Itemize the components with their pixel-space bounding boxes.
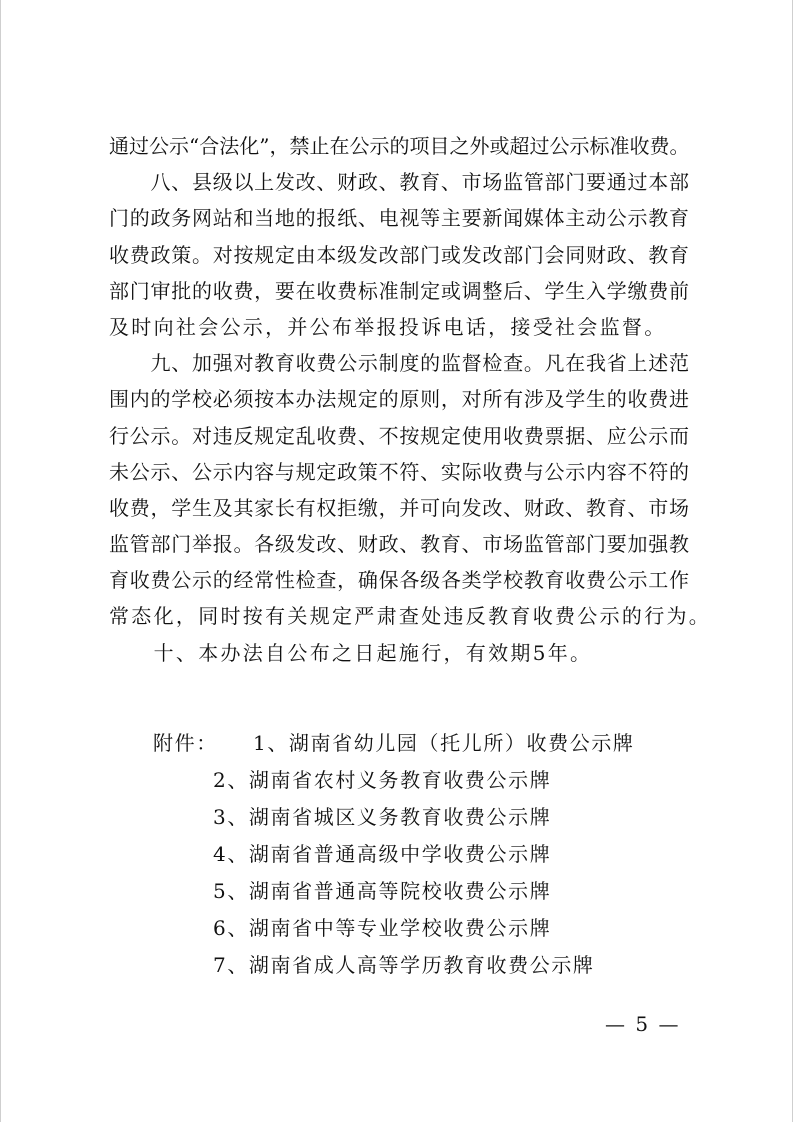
text-line: 育收费公示的经常性检查，确保各级各类学校教育收费公示工作 — [109, 568, 689, 593]
attachment-item — [109, 725, 689, 762]
text-line: 十、本办法自公布之日起施行，有效期5年。 — [109, 640, 593, 665]
page-number: — 5 — — [605, 1012, 681, 1036]
text-line: 通过公示“合法化”，禁止在公示的项目之外或超过公示标准收费。 — [109, 134, 690, 158]
text-line: 收费，学生及其家长有权拒缴，并可向发改、财政、教育、市场 — [109, 495, 689, 520]
text-line: 部门审批的收费，要在收费标准制定或调整后、学生入学缴费前 — [109, 278, 689, 303]
attachment-title: 6、湖南省中等专业学校收费公示牌 — [213, 915, 552, 940]
text-line: 门的政务网站和当地的报纸、电视等主要新闻媒体主动公示教育 — [109, 206, 689, 231]
attachment-title: 5、湖南省普通高等院校收费公示牌 — [213, 878, 552, 903]
text-line: 未公示、公示内容与规定政策不符、实际收费与公示内容不符的 — [109, 459, 689, 484]
attachments-list — [109, 725, 689, 984]
text-line: 围内的学校必须按本办法规定的原则，对所有涉及学生的收费进 — [109, 387, 689, 412]
text-line: 收费政策。对按规定由本级发改部门或发改部门会同财政、教育 — [109, 242, 689, 267]
text-line: 八、县级以上发改、财政、教育、市场监管部门要通过本部 — [109, 170, 689, 195]
attachment-title: 1、湖南省幼儿园（托儿所）收费公示牌 — [253, 730, 635, 755]
text-line: 常态化，同时按有关规定严肃查处违反教育收费公示的行为。 — [109, 604, 712, 629]
attachment-item — [109, 947, 689, 984]
attachment-item — [109, 873, 689, 910]
attachment-item — [109, 910, 689, 947]
attachment-title: 3、湖南省城区义务教育收费公示牌 — [213, 804, 552, 829]
text-line: 监管部门举报。各级发改、财政、教育、市场监管部门要加强教 — [109, 532, 689, 557]
attachment-item — [109, 799, 689, 836]
document-body — [109, 128, 712, 984]
text-line: 行公示。对违反规定乱收费、不按规定使用收费票据、应公示而 — [109, 423, 689, 448]
text-line: 九、加强对教育收费公示制度的监督检查。凡在我省上述范 — [109, 351, 689, 376]
attachments-label: 附件： — [153, 730, 218, 755]
attachment-item — [109, 762, 689, 799]
attachment-item — [109, 836, 689, 873]
attachment-title: 2、湖南省农村义务教育收费公示牌 — [213, 767, 552, 792]
attachment-title: 7、湖南省成人高等学历教育收费公示牌 — [213, 952, 595, 977]
paragraph-gap — [109, 671, 689, 725]
text-line: 及时向社会公示，并公布举报投诉电话，接受社会监督。 — [109, 314, 667, 339]
attachment-title: 4、湖南省普通高级中学收费公示牌 — [213, 841, 552, 866]
